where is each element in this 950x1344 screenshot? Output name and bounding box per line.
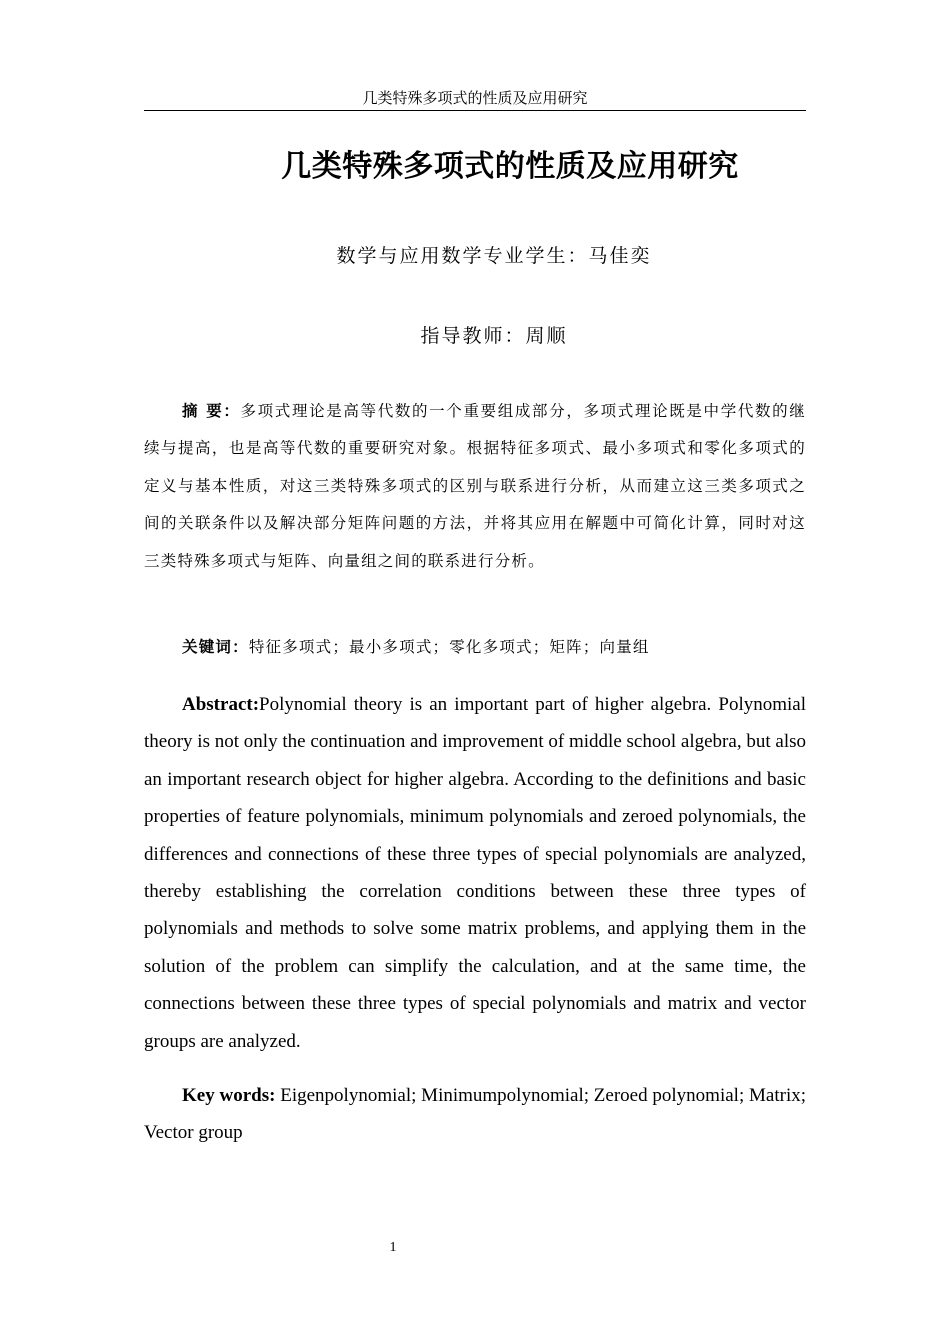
english-keywords-label: Key words: — [182, 1085, 276, 1106]
english-keywords — [144, 1077, 806, 1152]
running-header: 几类特殊多项式的性质及应用研究 — [362, 89, 588, 107]
page-title: 几类特殊多项式的性质及应用研究 — [281, 149, 739, 184]
advisor-line: 指导教师：周顺 — [420, 325, 568, 347]
english-keywords-text: Eigenpolynomial; Minimumpolynomial; Zeroed polynomial; Matrix; Vector group — [144, 1085, 806, 1144]
chinese-keywords-label: 关键词： — [182, 637, 249, 656]
english-abstract — [144, 686, 806, 1060]
header-rule — [144, 110, 806, 111]
page-number: 1 — [389, 1240, 397, 1255]
english-abstract-label: Abstract: — [182, 694, 260, 715]
chinese-abstract-label: 摘 要： — [182, 401, 241, 420]
chinese-abstract-text: 多项式理论是高等代数的一个重要组成部分，多项式理论既是中学代数的继续与提高，也是高等代数的重要研究对象。根据特征多项式、最小多项式和零化多项式的定义与基本性质，对这三类特殊多项式的区别与联系进行分析，从而建立这三类多项式之间的关联条件以及解决部分矩阵问题的方法，并将其应用在解题中可简化计算，同时对这三类特殊多项式与矩阵、向量组之间的联系进行分析。 — [144, 402, 806, 570]
chinese-keywords-text: 特征多项式；最小多项式；零化多项式；矩阵；向量组 — [248, 638, 650, 656]
english-abstract-text: Polynomial theory is an important part of higher algebra. Polynomial theory is not only the continuation and improvement of middle school algebra, but also an important research object for higher algebra. According to the definitions and basic properties of feature polynomials, minimum polynomials and zeroed polynomials, the differences and connections of these three types of special polynomials are analyzed, thereby establishing the correlation conditions between these three types of polynomials and methods to solve some matrix problems, and applying them in the solution of the problem can simplify the calculation, and at the same time, the connections between these three types of special polynomials and matrix and vector groups are analyzed. — [144, 694, 806, 1052]
author-line: 数学与应用数学专业学生：马佳奕 — [336, 245, 652, 267]
chinese-abstract — [144, 392, 806, 580]
chinese-keywords — [144, 634, 806, 660]
